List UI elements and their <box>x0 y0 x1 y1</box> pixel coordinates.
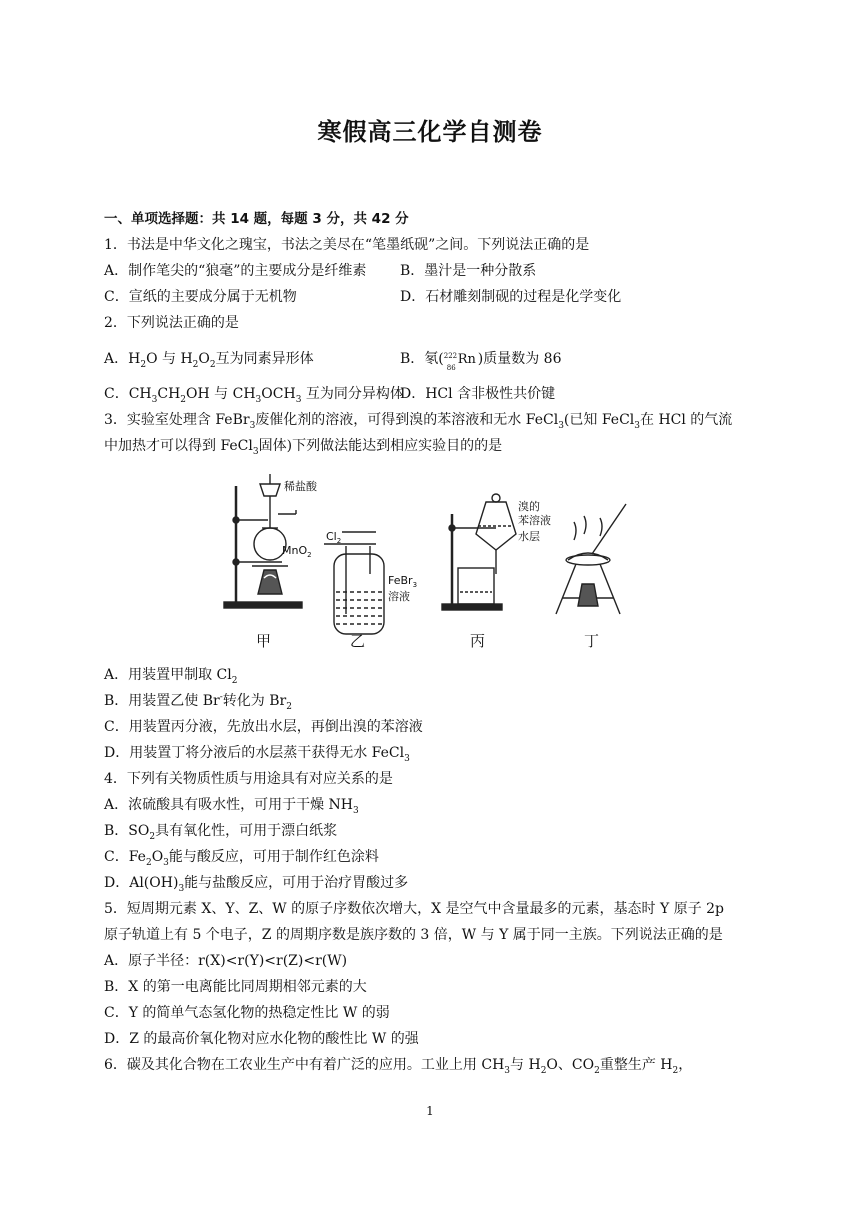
label-bromine-1: 溴的 <box>518 500 540 513</box>
question-4-stem: 4．下列有关物质性质与用途具有对应关系的是 <box>104 771 393 787</box>
label-bing: 丙 <box>470 632 486 650</box>
q1-option-c: C．宣纸的主要成分属于无机物 <box>104 289 297 305</box>
q3-option-b: B．用装置乙使 Br-转化为 $Br_2$ <box>104 692 292 712</box>
page-number: 1 <box>426 1104 434 1118</box>
q4-option-c: C．$Fe_2O_3$能与酸反应，可用于制作红色涂料 <box>104 849 379 868</box>
q2-option-d: D．HCl 含非极性共价键 <box>400 386 556 402</box>
q4-option-a: A．浓硫酸具有吸水性，可用于干燥 $NH_3$ <box>104 797 359 816</box>
question-5-stem-line2: 原子轨道上有 5 个电子，Z 的周期序数是族序数的 3 倍，W 与 Y 属于同一主族。下列说法正确的是 <box>104 927 723 943</box>
label-dilute-hcl: 稀盐酸 <box>284 480 317 493</box>
q5-option-c: C．Y 的简单气态氢化物的热稳定性比 W 的弱 <box>104 1005 390 1021</box>
q2-option-b: B．氡( 222 86 Rn )质量数为 86 <box>400 351 562 372</box>
q5-option-b: B．X 的第一电离能比同周期相邻元素的大 <box>104 979 367 995</box>
apparatus-figure <box>216 474 656 654</box>
label-mno2: MnO$_2$ <box>282 544 312 559</box>
label-bromine-2: 苯溶液 <box>518 514 551 527</box>
label-cl2: $Cl_2$ <box>326 530 342 545</box>
label-water-layer: 水层 <box>518 530 540 543</box>
question-1-stem: 1．书法是中华文化之瑰宝，书法之美尽在“笔墨纸砚”之间。下列说法正确的是 <box>104 237 590 253</box>
q1-option-d: D．石材雕刻制砚的过程是化学变化 <box>400 289 622 305</box>
q3-option-c: C．用装置丙分液，先放出水层，再倒出溴的苯溶液 <box>104 719 423 735</box>
section-heading: 一、单项选择题：共 14 题，每题 3 分，共 42 分 <box>104 211 409 227</box>
q1-option-b: B．墨汁是一种分散系 <box>400 263 537 279</box>
label-ding: 丁 <box>584 632 600 650</box>
page-title: 寒假高三化学自测卷 <box>317 118 543 146</box>
label-yi: 乙 <box>350 632 366 650</box>
question-2-stem: 2．下列说法正确的是 <box>104 315 239 331</box>
q5-option-d: D．Z 的最高价氧化物对应水化物的酸性比 W 的强 <box>104 1031 419 1047</box>
q4-option-b: B．$SO_2$具有氧化性，可用于漂白纸浆 <box>104 823 338 842</box>
question-3-stem-line2: 中加热才可以得到 FeCl$_3$固体)下列做法能达到相应实验目的的是 <box>104 438 503 457</box>
label-solution: 溶液 <box>388 590 410 603</box>
label-jia: 甲 <box>256 632 272 650</box>
q3-option-d: D．用装置丁将分液后的水层蒸干获得无水 FeCl$_3$ <box>104 745 410 764</box>
q5-option-a: A．原子半径：r(X)<r(Y)<r(Z)<r(W) <box>104 953 348 969</box>
question-6-stem: 6．碳及其化合物在工农业生产中有着广泛的应用。工业上用 $CH_3$与 $H_2O$、$CO_2$重整生产 $H_2$， <box>104 1057 693 1076</box>
stand-base-jia <box>224 602 302 608</box>
apparatus-diagram <box>216 474 656 654</box>
radon-nuclide-symbol: 222 86 Rn <box>443 352 476 372</box>
q3-option-a: A．用装置甲制取 $Cl_2$ <box>104 667 238 686</box>
question-5-stem-line1: 5．短周期元素 X、Y、Z、W 的原子序数依次增大，X 是空气中含量最多的元素，基态时 Y 原子 2p <box>104 901 725 917</box>
question-3-stem-line1: 3．实验室处理含 FeBr$_3$废催化剂的溶液，可得到溴的苯溶液和无水 FeCl$_3$(已知 FeCl$_3$在 HCl 的气流 <box>104 412 733 431</box>
label-febr3: FeBr$_3$ <box>388 574 418 589</box>
q2-option-a: A．$H_2O$ 与 $H_2O_2$互为同素异形体 <box>104 351 314 370</box>
q2-option-c: C．$CH_3CH_2OH$ 与 $CH_3OCH_3$ 互为同分异构体 <box>104 386 404 405</box>
q4-option-d: D．$Al(OH)_3$能与盐酸反应，可用于治疗胃酸过多 <box>104 875 409 894</box>
q1-option-a: A．制作笔尖的“狼毫”的主要成分是纤维素 <box>104 263 367 279</box>
